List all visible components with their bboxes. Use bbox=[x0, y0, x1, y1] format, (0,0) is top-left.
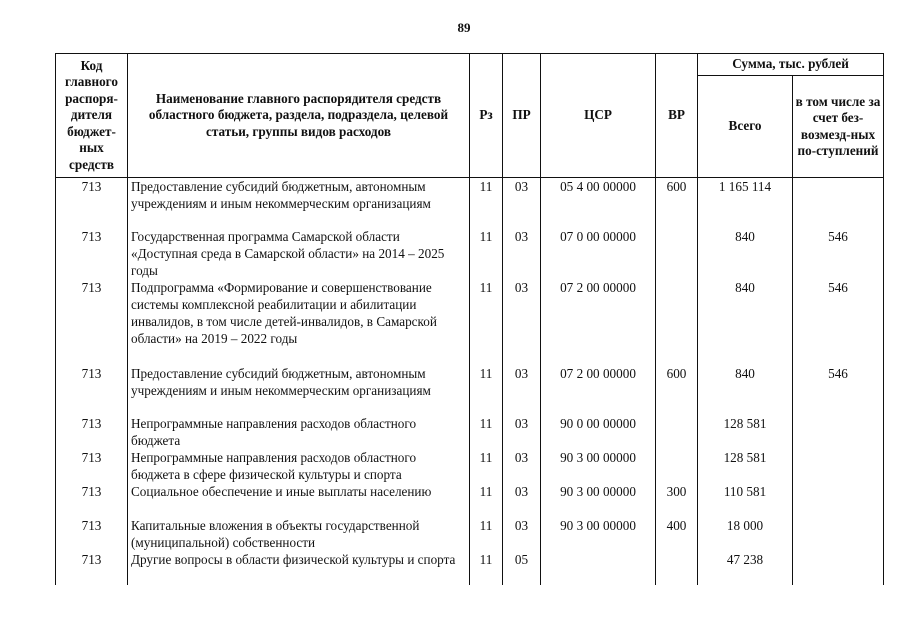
cell-vr: 400 bbox=[656, 517, 698, 551]
cell-code: 713 bbox=[56, 228, 128, 279]
header-rz: Рз bbox=[470, 54, 503, 178]
cell-csr: 90 3 00 00000 bbox=[541, 449, 656, 483]
header-vr: ВР bbox=[656, 54, 698, 178]
cell-pr: 03 bbox=[503, 517, 541, 551]
cell-pr: 03 bbox=[503, 178, 541, 229]
cell-incl bbox=[793, 551, 884, 585]
cell-csr: 90 3 00 00000 bbox=[541, 483, 656, 517]
header-pr: ПР bbox=[503, 54, 541, 178]
table-row bbox=[56, 483, 884, 517]
cell-code: 713 bbox=[56, 178, 128, 229]
table-row bbox=[56, 415, 884, 449]
cell-name: Капитальные вложения в объекты государственной (муниципальной) собственности bbox=[128, 517, 470, 551]
cell-pr: 03 bbox=[503, 365, 541, 415]
header-csr: ЦСР bbox=[541, 54, 656, 178]
table-row bbox=[56, 228, 884, 279]
cell-csr: 07 0 00 00000 bbox=[541, 228, 656, 279]
cell-name: Непрограммные направления расходов областного бюджета bbox=[128, 415, 470, 449]
cell-pr: 03 bbox=[503, 279, 541, 365]
cell-total: 47 238 bbox=[698, 551, 793, 585]
cell-code: 713 bbox=[56, 483, 128, 517]
cell-code: 713 bbox=[56, 365, 128, 415]
cell-name: Подпрограмма «Формирование и совершенствование системы комплексной реабилитации и абилитации инвалидов, в том числе детей-инвалидов, в Самарской области» на 2019 – 2022 годы bbox=[128, 279, 470, 365]
cell-vr: 600 bbox=[656, 178, 698, 229]
cell-vr bbox=[656, 415, 698, 449]
cell-code: 713 bbox=[56, 279, 128, 365]
header-code: Код главного распоря-дителя бюджет-ных средств bbox=[56, 54, 128, 178]
cell-name: Социальное обеспечение и иные выплаты населению bbox=[128, 483, 470, 517]
cell-csr bbox=[541, 551, 656, 585]
table-row bbox=[56, 551, 884, 585]
header-incl: в том числе за счет без-возмезд-ных по-ступлений bbox=[793, 76, 884, 178]
cell-total: 128 581 bbox=[698, 449, 793, 483]
header-sum: Сумма, тыс. рублей bbox=[698, 54, 884, 76]
cell-pr: 03 bbox=[503, 449, 541, 483]
cell-csr: 07 2 00 00000 bbox=[541, 365, 656, 415]
cell-name: Предоставление субсидий бюджетным, автономным учреждениям и иным некоммерческим организациям bbox=[128, 178, 470, 229]
cell-incl bbox=[793, 517, 884, 551]
cell-incl bbox=[793, 483, 884, 517]
cell-rz: 11 bbox=[470, 449, 503, 483]
cell-code: 713 bbox=[56, 415, 128, 449]
cell-total: 110 581 bbox=[698, 483, 793, 517]
cell-total: 840 bbox=[698, 228, 793, 279]
cell-total: 840 bbox=[698, 279, 793, 365]
cell-incl bbox=[793, 178, 884, 229]
cell-total: 840 bbox=[698, 365, 793, 415]
cell-rz: 11 bbox=[470, 483, 503, 517]
cell-name: Предоставление субсидий бюджетным, автономным учреждениям и иным некоммерческим организациям bbox=[128, 365, 470, 415]
cell-pr: 03 bbox=[503, 483, 541, 517]
cell-rz: 11 bbox=[470, 279, 503, 365]
cell-csr: 07 2 00 00000 bbox=[541, 279, 656, 365]
cell-csr: 05 4 00 00000 bbox=[541, 178, 656, 229]
cell-csr: 90 0 00 00000 bbox=[541, 415, 656, 449]
cell-vr: 300 bbox=[656, 483, 698, 517]
cell-name: Государственная программа Самарской области «Доступная среда в Самарской области» на 2014 – 2025 годы bbox=[128, 228, 470, 279]
cell-rz: 11 bbox=[470, 517, 503, 551]
cell-incl: 546 bbox=[793, 228, 884, 279]
cell-name: Другие вопросы в области физической культуры и спорта bbox=[128, 551, 470, 585]
cell-csr: 90 3 00 00000 bbox=[541, 517, 656, 551]
cell-pr: 03 bbox=[503, 228, 541, 279]
cell-name: Непрограммные направления расходов областного бюджета в сфере физической культуры и спорта bbox=[128, 449, 470, 483]
cell-pr: 05 bbox=[503, 551, 541, 585]
header-name: Наименование главного распорядителя средств областного бюджета, раздела, подраздела, целевой статьи, группы видов расходов bbox=[128, 54, 470, 178]
page-number: 89 bbox=[457, 20, 471, 35]
cell-vr bbox=[656, 449, 698, 483]
cell-rz: 11 bbox=[470, 228, 503, 279]
cell-code: 713 bbox=[56, 517, 128, 551]
cell-incl: 546 bbox=[793, 365, 884, 415]
cell-vr: 600 bbox=[656, 365, 698, 415]
cell-vr bbox=[656, 279, 698, 365]
cell-rz: 11 bbox=[470, 415, 503, 449]
cell-incl bbox=[793, 415, 884, 449]
table-row bbox=[56, 365, 884, 415]
cell-vr bbox=[656, 551, 698, 585]
cell-incl: 546 bbox=[793, 279, 884, 365]
cell-code: 713 bbox=[56, 449, 128, 483]
cell-pr: 03 bbox=[503, 415, 541, 449]
table-row bbox=[56, 178, 884, 229]
cell-rz: 11 bbox=[470, 365, 503, 415]
cell-rz: 11 bbox=[470, 551, 503, 585]
table-row bbox=[56, 517, 884, 551]
header-total: Всего bbox=[698, 76, 793, 178]
cell-incl bbox=[793, 449, 884, 483]
cell-code: 713 bbox=[56, 551, 128, 585]
cell-total: 18 000 bbox=[698, 517, 793, 551]
cell-total: 128 581 bbox=[698, 415, 793, 449]
table-row bbox=[56, 449, 884, 483]
cell-vr bbox=[656, 228, 698, 279]
budget-table bbox=[55, 53, 884, 585]
table-row bbox=[56, 279, 884, 365]
cell-total: 1 165 114 bbox=[698, 178, 793, 229]
cell-rz: 11 bbox=[470, 178, 503, 229]
